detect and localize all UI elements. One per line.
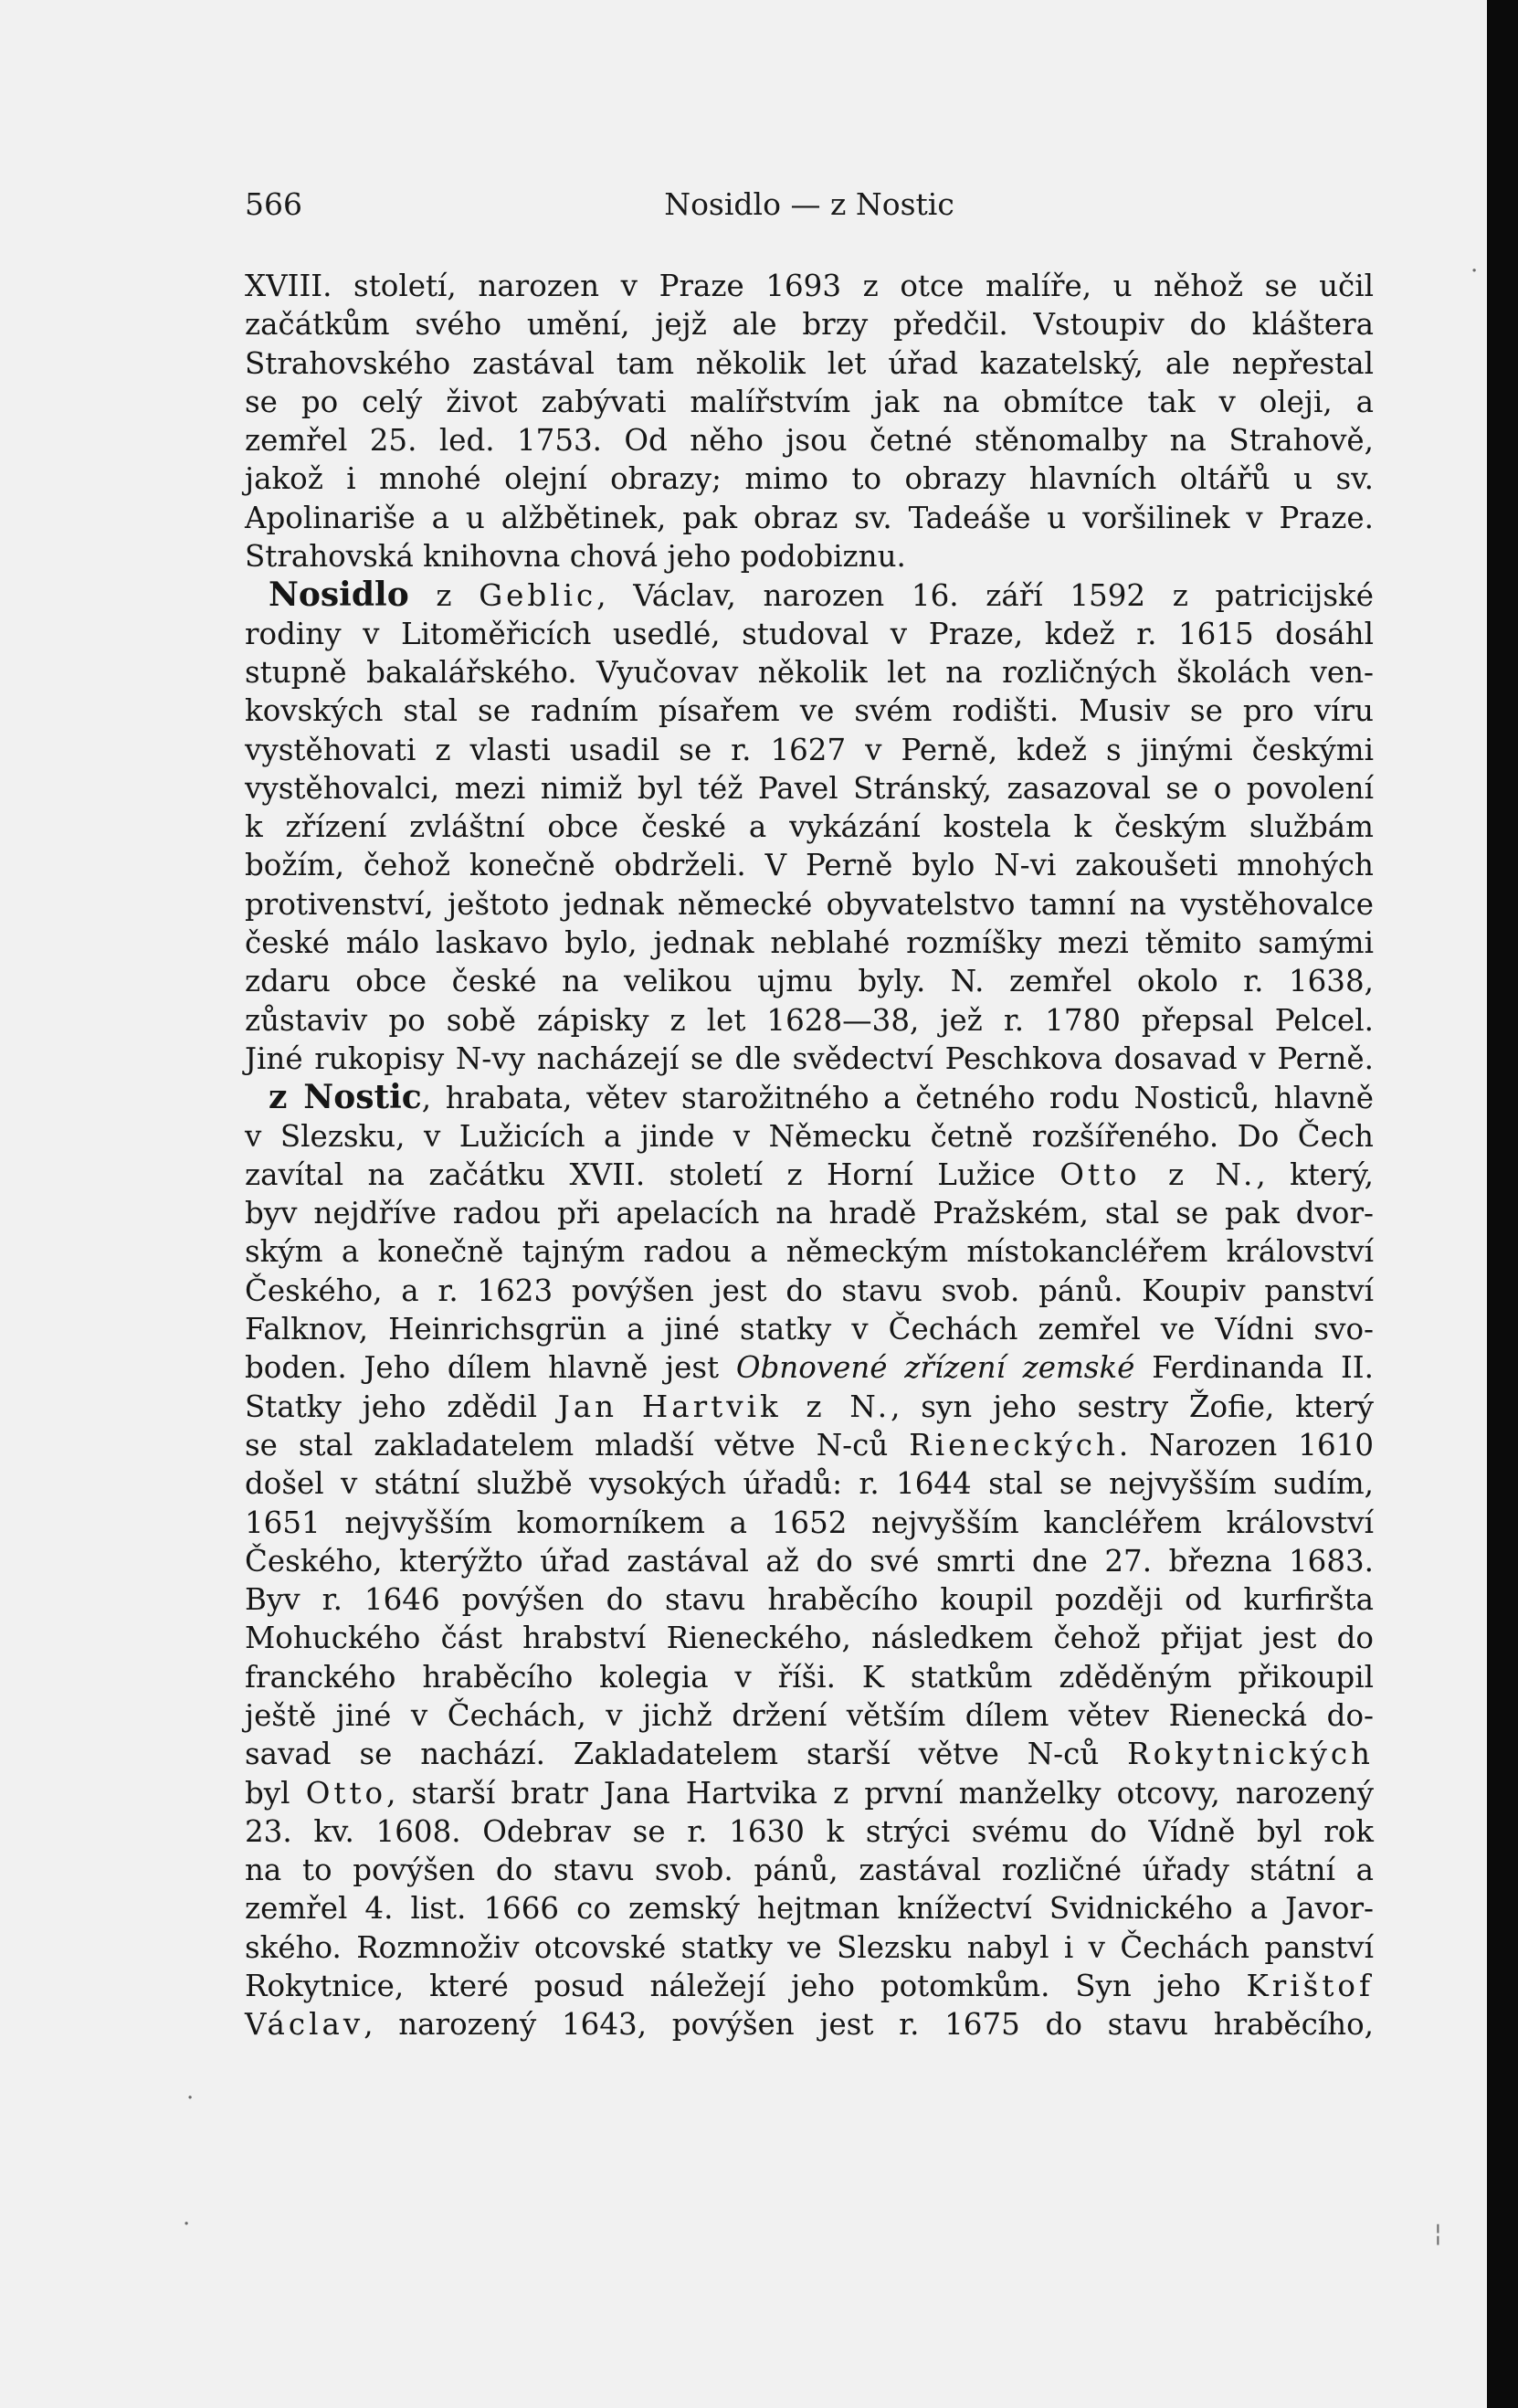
text-line: byv nejdříve radou při apelacích na hradě Pražském, stal se pak dvor- [245,1196,1374,1231]
text-line: zdaru obce české na velikou ujmu byly. N. zemřel okolo r. 1638, [245,964,1374,999]
spaced-name: Krištof [1246,1969,1374,2004]
text-line: byl Otto, starší bratr Jana Hartvika z první manželky otcovy, narozený [245,1775,1375,1811]
body-text [245,267,1374,2044]
entry-start-line: z Nostic, hrabata, větev starožitného a četného rodu Nosticů, hlavně [269,1078,1374,1117]
scan-speck: · [1471,258,1479,285]
text-line: Českého, a r. 1623 povýšen jest do stavu svob. pánů. Koupiv panství [245,1273,1374,1308]
text-line: se po celý život zabývati malířstvím jak na obmítce tak v oleji, a [245,384,1374,419]
text-line: kovských stal se radním písařem ve svém rodišti. Musiv se pro víru [245,693,1374,729]
text-line: protivenství, ještoto jednak německé obyvatelstvo tamní na vystěhovalce [245,886,1374,922]
spaced-name: Otto [305,1775,387,1811]
spaced-name: Rokytnických [1127,1737,1374,1772]
text-line: zemřel 4. list. 1666 co zemský hejtman knížectví Svidnického a Javor- [245,1891,1374,1927]
text-line: začátkům svého umění, jejž ale brzy předčil. Vstoupiv do kláštera [245,307,1374,343]
spaced-name: Geblic [479,578,597,614]
text-line: Jiné rukopisy N-vy nacházejí se dle svědectví Peschkova dosavad v Perně. [245,1040,1374,1076]
text-line: franckého hraběcího kolegia v říši. K statkům zděděným přikoupil [245,1659,1374,1695]
text-line: Statky jeho zdědil Jan Hartvik z N., syn jeho sestry Žofie, který [245,1389,1375,1424]
text-line: ským a konečně tajným radou a německým místokancléřem království [245,1234,1374,1270]
text-line: 1651 nejvyšším komorníkem a 1652 nejvyšším kancléřem království [245,1505,1374,1540]
running-head: Nosidlo — z Nostic [664,186,954,222]
text-line: vystěhovalci, mezi nimiž byl též Pavel Stránský, zasazoval se o povolení [245,770,1374,806]
text-line: savad se nachází. Zakladatelem starší větve N-ců Rokytnických [245,1737,1374,1772]
spaced-name: Václav [245,2007,364,2043]
entry-headword: z Nostic [269,1078,422,1117]
text-line: boden. Jeho dílem hlavně jest Obnovené zřízení zemské Ferdinanda II. [245,1350,1374,1386]
text-line: Mohuckého část hrabství Rieneckého, následkem čehož přijat jest do [245,1621,1374,1656]
spaced-name: Rieneckých [909,1427,1119,1463]
spaced-name: Otto z N. [1059,1156,1257,1192]
text-line: vystěhovati z vlasti usadil se r. 1627 v Perně, kdež s jinými českými [245,732,1374,767]
spaced-name: Jan Hartvik z N. [557,1389,891,1424]
text-line: Byv r. 1646 povýšen do stavu hraběcího koupil později od kurfiršta [245,1582,1374,1618]
scan-speck: ¦ [1434,2220,1442,2247]
text-line: zůstaviv po sobě zápisky z let 1628—38, jež r. 1780 přepsal Pelcel. [245,1002,1374,1038]
text-line: došel v státní službě vysokých úřadů: r. 1644 stal se nejvyšším sudím, [245,1466,1374,1502]
text-line: Českého, kterýžto úřad zastával až do své smrti dne 27. března 1683. [245,1543,1374,1579]
italic-title: Obnovené zřízení zemské [735,1350,1135,1386]
text-line: k zřízení zvláštní obce české a vykázání kostela k českým službám [245,809,1374,845]
text-line: Strahovská knihovna chová jeho podobiznu. [245,539,906,575]
scan-speck: · [183,2211,191,2238]
text-line: XVIII. století, narozen v Praze 1693 z otce malíře, u něhož se učil [245,269,1374,303]
text-line: jakož i mnohé olejní obrazy; mimo to obrazy hlavních oltářů u sv. [245,461,1374,497]
text-line: české málo laskavo bylo, jednak neblahé rozmíšky mezi těmito samými [245,925,1374,961]
text-line: božím, čehož konečně obdrželi. V Perně bylo N-vi zakoušeti mnohých [245,848,1374,883]
entry-start-line: Nosidlo z Geblic, Václav, narozen 16. září 1592 z patricijské [269,576,1374,615]
text-line: Rokytnice, které posud náležejí jeho potomkům. Syn jeho Krištof [245,1969,1374,2004]
text-line: se stal zakladatelem mladší větve N-ců Rieneckých. Narozen 1610 [245,1427,1374,1463]
text-line: v Slezsku, v Lužicích a jinde v Německu četně rozšířeného. Do Čech [245,1118,1374,1154]
text-line: 23. kv. 1608. Odebrav se r. 1630 k strýci svému do Vídně byl rok [245,1813,1374,1849]
text-line: na to povýšen do stavu svob. pánů, zastával rozličné úřady státní a [245,1853,1374,1888]
text-line: rodiny v Litoměřicích usedlé, studoval v Praze, kdež r. 1615 dosáhl [245,616,1374,651]
text-line: Falknov, Heinrichsgrün a jiné statky v Čechách zemřel ve Vídni svo- [245,1312,1374,1347]
text-line: Strahovského zastával tam několik let úřad kazatelský, ale nepřestal [245,345,1374,381]
text-line: Apolinariše a u alžbětinek, pak obraz sv. Tadeáše u voršilinek v Praze. [245,500,1374,535]
text-line: Václav, narozený 1643, povýšen jest r. 1675 do stavu hraběcího, [245,2007,1374,2043]
page-header [245,186,1374,228]
text-line: stupně bakalářského. Vyučovav několik let na rozličných školách ven- [245,654,1374,690]
text-line: ještě jiné v Čechách, v jichž držení větším dílem větev Rienecká do- [245,1697,1374,1733]
text-line: ského. Rozmnoživ otcovské statky ve Slezsku nabyl i v Čechách panství [245,1929,1374,1965]
text-line: zemřel 25. led. 1753. Od něho jsou četné stěnomalby na Strahově, [245,423,1374,459]
page-number: 566 [245,186,302,222]
entry-headword: Nosidlo [269,576,409,615]
scan-speck: · [186,2085,195,2112]
text-line: zavítal na začátku XVII. století z Horní Lužice Otto z N., který, [245,1156,1375,1192]
